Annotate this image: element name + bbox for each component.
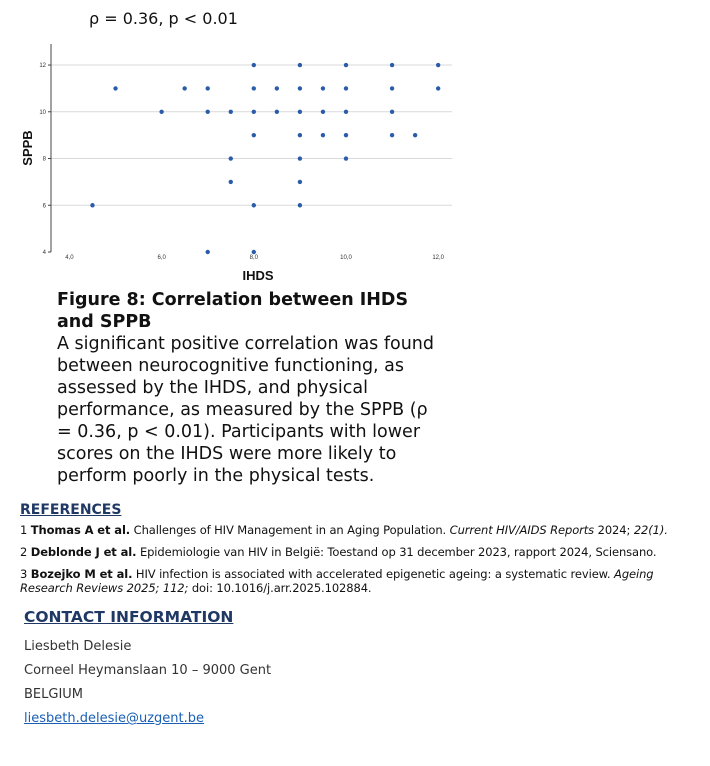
reference-details: 2024;	[594, 523, 634, 537]
reference-item	[20, 567, 705, 595]
data-point	[252, 133, 256, 137]
x-tick-label: 8,0	[249, 255, 258, 261]
reference-item	[20, 545, 705, 559]
figure-title: Figure 8: Correlation between IHDS and SPPB	[57, 290, 409, 332]
correlation-stat: ρ = 0.36, p < 0.01	[89, 9, 238, 28]
data-point	[344, 86, 348, 90]
data-point	[229, 180, 233, 184]
data-point	[298, 156, 302, 160]
data-point	[159, 110, 163, 114]
data-point	[390, 110, 394, 114]
data-point	[344, 133, 348, 137]
data-point	[298, 180, 302, 184]
contact-email-link[interactable]: liesbeth.delesie@uzgent.be	[24, 711, 204, 726]
reference-journal: Ageing Research Reviews 2025; 112;	[20, 567, 654, 595]
data-point	[252, 110, 256, 114]
contact-address: Corneel Heymanslaan 10 – 9000 Gent	[24, 663, 272, 678]
data-point	[252, 63, 256, 67]
reference-authors: Bozejko M et al.	[30, 567, 133, 581]
data-point	[206, 250, 210, 254]
y-tick-label: 4	[42, 250, 46, 256]
reference-journal: Current HIV/AIDS Reports	[449, 523, 595, 537]
y-tick-label: 12	[39, 63, 46, 70]
x-tick-label: 12,0	[432, 255, 445, 261]
data-point	[182, 86, 186, 90]
reference-item	[20, 523, 705, 537]
x-axis-label: IHDS	[242, 268, 274, 283]
data-point	[229, 110, 233, 114]
reference-number: 1	[20, 523, 28, 537]
contact-country: BELGIUM	[24, 687, 84, 702]
reference-title: HIV infection is associated with accelerated epigenetic ageing: a systematic review.	[132, 567, 615, 581]
contact-heading: CONTACT INFORMATION	[24, 608, 234, 626]
y-tick-label: 6	[42, 203, 46, 210]
data-point	[390, 133, 394, 137]
data-point	[275, 86, 279, 90]
data-point	[252, 203, 256, 207]
x-tick-label: 4,0	[65, 255, 74, 261]
data-point	[413, 133, 417, 137]
contact-name: Liesbeth Delesie	[24, 639, 132, 654]
data-point	[206, 110, 210, 114]
figure-caption	[57, 289, 442, 487]
x-tick-label: 6,0	[157, 255, 166, 261]
y-tick-label: 10	[39, 109, 46, 116]
references-section	[20, 502, 705, 603]
data-point	[390, 86, 394, 90]
reference-authors: Thomas A et al.	[30, 523, 131, 537]
data-point	[321, 110, 325, 114]
reference-authors: Deblonde J et al.	[30, 545, 137, 559]
data-point	[229, 156, 233, 160]
reference-number: 3	[20, 567, 28, 581]
data-point	[252, 250, 256, 254]
scatter-chart	[0, 36, 470, 286]
data-point	[90, 203, 94, 207]
reference-number: 2	[20, 545, 28, 559]
data-point	[113, 86, 117, 90]
reference-title: Challenges of HIV Management in an Aging Population.	[130, 523, 450, 537]
data-point	[252, 86, 256, 90]
data-point	[298, 203, 302, 207]
data-point	[436, 63, 440, 67]
data-point	[298, 63, 302, 67]
reference-volume: 22(1).	[633, 523, 668, 537]
figure-description: A significant positive correlation was found between neurocognitive functioning, as assessed by the IHDS, and physical performance, as measured by the SPPB (ρ = 0.36, p < 0.01). Participants with lower scores on the IHDS were more likely to perform poorly in the physical tests.	[57, 334, 435, 486]
contact-section	[24, 608, 271, 731]
y-tick-label: 8	[42, 156, 46, 163]
data-point	[275, 110, 279, 114]
y-ticks	[39, 63, 51, 256]
reference-title: Epidemiologie van HIV in België: Toestand op 31 december 2023, rapport 2024, Sciensano.	[136, 545, 657, 559]
data-point	[321, 86, 325, 90]
y-axis-label: SPPB	[20, 130, 35, 166]
data-point	[436, 86, 440, 90]
data-point	[206, 86, 210, 90]
data-point	[298, 133, 302, 137]
data-point	[298, 110, 302, 114]
x-ticks	[65, 255, 444, 261]
data-point	[344, 110, 348, 114]
x-tick-label: 10,0	[340, 255, 352, 261]
reference-details: doi: 10.1016/j.arr.2025.102884.	[188, 581, 372, 595]
data-point	[298, 86, 302, 90]
data-point	[390, 63, 394, 67]
references-heading: REFERENCES	[20, 502, 122, 518]
data-point	[344, 156, 348, 160]
data-point	[344, 63, 348, 67]
data-point	[321, 133, 325, 137]
